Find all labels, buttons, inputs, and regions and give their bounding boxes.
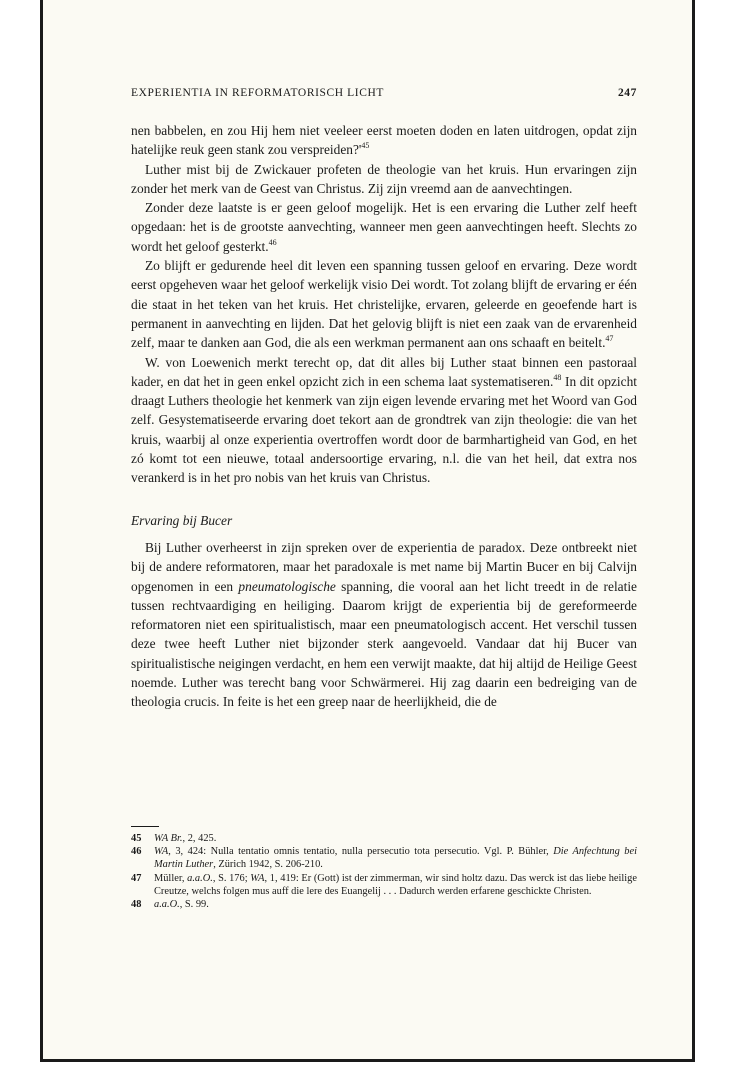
footnote-ref: 46 xyxy=(268,237,277,247)
footnote-ref: 48 xyxy=(553,372,562,382)
page-number: 247 xyxy=(617,87,637,99)
footnote: 46 WA, 3, 424: Nulla tentatio omnis tentatio, nulla persecutio tota persecutio. Vgl. P. Bühler, Die Anfechtung bei Martin Luther, Zürich 1942, S. 206-210. xyxy=(131,846,637,871)
running-head: EXPERIENTIA IN REFORMATORISCH LICHT xyxy=(131,87,385,99)
footnote: 45 WA Br., 2, 425. xyxy=(131,833,217,844)
footnotes xyxy=(131,832,637,911)
footnote-ref: 47 xyxy=(605,334,614,344)
paragraph: Luther mist bij de Zwickauer profeten de theologie van het kruis. Hun ervaringen zijn zonder het merk van de Geest van Christus. Zij zijn vreemd aan de aanvechtingen. xyxy=(131,161,637,196)
paragraph: Zo blijft er gedurende heel dit leven een spanning tussen geloof en ervaring. Deze wordt eerst opgeheven waar het geloof werkelijk visio Dei wordt. Tot zolang blijft de ervaring er één die staat in het teken van het kruis. Het christelijke, ervaren, geleerde en geoefende hart is permanent in aanvechting en lijden. Dat het gelovig blijft is niet een zaak van de ervarenheid zelf, maar te danken aan God, die als een werkman permanent aan ons schaaft en beitelt.$^{47}$ xyxy=(131,258,637,351)
section-heading: Ervaring bij Bucer xyxy=(131,512,233,528)
footnote: 47 Müller, a.a.O., S. 176; WA, 1, 419: Er (Gott) ist der zimmerman, wir sind holtz dazu. Das werck ist das liebe heilige Creutze, welchs folgen mus auff die lere des Euangelij . . . Dadurch werden erfarene geschickte Christen. xyxy=(131,872,637,897)
footnote-divider xyxy=(131,826,159,827)
footnote-ref: 45 xyxy=(361,141,370,151)
paragraph: Zonder deze laatste is er geen geloof mogelijk. Het is een ervaring die Luther zelf heeft opgedaan: het is de grootste aanvechting, wanneer men geen aanvechtingen heeft. Slechts zo wordt het geloof gesterkt.$^{46}$ xyxy=(131,200,637,254)
body-text xyxy=(131,121,637,712)
book-page xyxy=(40,0,695,1062)
paragraph: W. von Loewenich merkt terecht op, dat dit alles bij Luther staat binnen een pastoraal kader, en dat het in geen enkel opzicht zich in een schema laat systematiseren.$^{48}$ In dit opzicht draagt Luthers theologie het kenmerk van zijn eigen levende ervaring met het Woord van God zelf. Gesystematiseerde ervaring doet tekort aan de grondtrek van zijn theologie: die van het kruis, waarbij al onze experientia overtroffen wordt door de barmhartigheid van God, en het zó komt tot een nieuwe, totaal andersoortige ervaring, n.l. die van het heil, dat extra nos verankerd is in het pro nobis van het kruis van Christus. xyxy=(131,354,637,486)
paragraph: Bij Luther overheerst in zijn spreken over de experientia de paradox. Deze ontbreekt niet bij de andere reformatoren, maar het paradoxale is met name bij Martin Bucer en bij Calvijn opgenomen in een pneumatologische spanning, die vooral aan het licht treedt in de relatie tussen rechtvaardiging en heiliging. Daarom krijgt de experientia bij de gereformeerde reformatoren niet een spiritualistisch, maar een pneumatologisch accent. Het verschil tussen deze twee heeft Luther niet bijzonder sterk aangevoeld. Vandaar dat hij Bucer van spiritualistische neigingen verdacht, en hem een verwijt maakte, dat hij altijd de Heilige Geest noemde. Luther was terecht bang voor Schwärmerei. Hij zag daarin een bedreiging van de theologia crucis. In feite is het een greep naar de heerlijkheid, die de xyxy=(131,539,637,710)
paragraph: nen babbelen, en zou Hij hem niet veeleer eerst moeten doden en laten uitdrogen, opdat zijn hatelijke reuk geen stank zou $verspreiden?'^{45}$ xyxy=(131,123,637,158)
footnote: 48 a.a.O., S. 99. xyxy=(131,899,209,911)
